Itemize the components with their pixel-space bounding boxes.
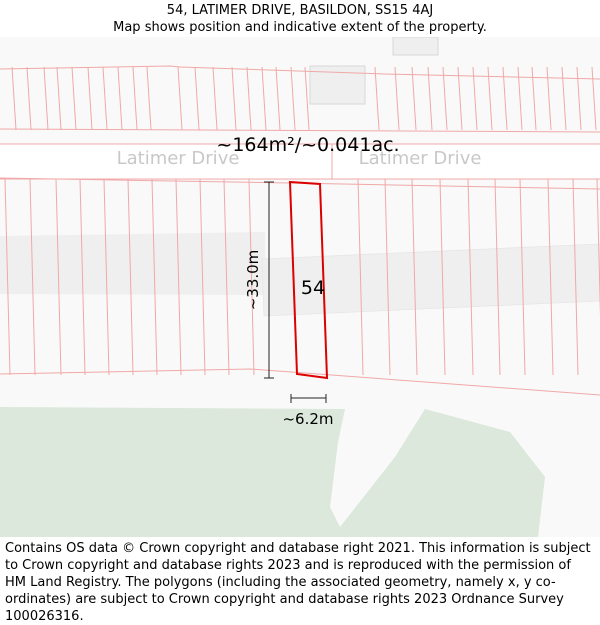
- map-subtitle: Map shows position and indicative extent of the property.: [113, 20, 487, 35]
- property-address: 54, LATIMER DRIVE, BASILDON, SS15 4AJ: [166, 3, 434, 18]
- area-label: ~164m²/~0.041ac.: [216, 134, 400, 156]
- copyright-notice: Contains OS data © Crown copyright and database right 2021. This information is subject to Crown copyright and database rights 2023 and is reproduced with the permission of HM Land Registry. The polygons (including the associated geometry, namely x, y co-ordinates) are subject to Crown copyright and database rights 2023 Ordnance Survey 100026316.: [5, 541, 591, 624]
- road-label-east: Latimer Drive: [358, 148, 482, 169]
- green-space: [0, 407, 545, 537]
- road-label-west: Latimer Drive: [116, 148, 240, 169]
- map-header: [0, 2, 600, 36]
- depth-label: ~33.0m: [244, 249, 262, 311]
- width-label: ~6.2m: [282, 410, 334, 428]
- property-map: [0, 37, 600, 537]
- plot-number-label: 54: [300, 277, 326, 299]
